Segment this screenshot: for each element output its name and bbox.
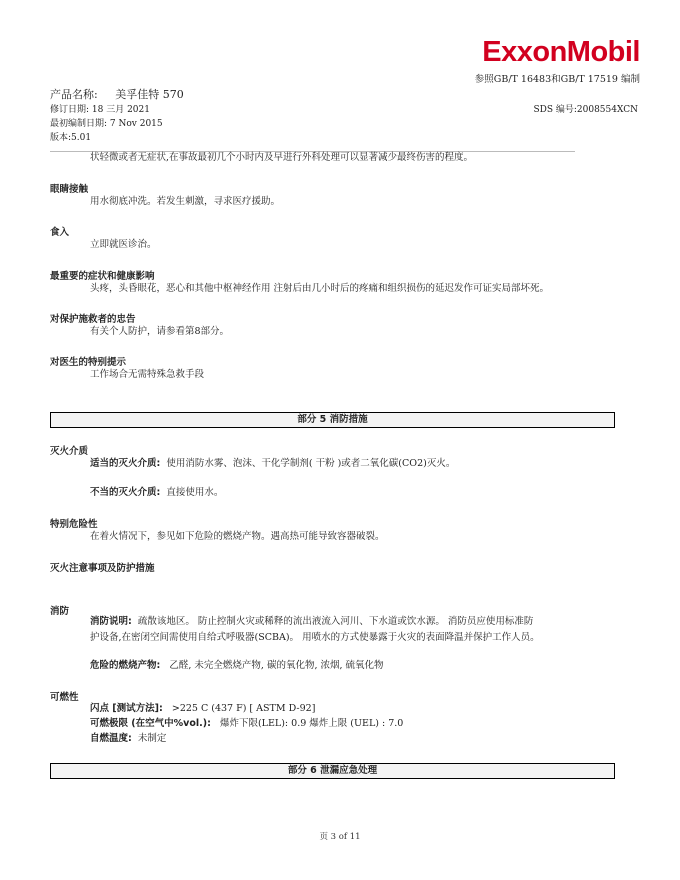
combustion-products-label: 危险的燃烧产物: [90, 660, 161, 671]
firefighting-precautions-heading: 灭火注意事项及防护措施 [50, 563, 155, 574]
suitable-media-line [90, 456, 635, 472]
symptoms-text: 头疼，头昏眼花，恶心和其他中枢神经作用 注射后由几小时后的疼痛和组织损伤的延迟发作可证实局部坏死。 [90, 283, 550, 294]
unsuitable-media-text: 直接使用水。 [166, 487, 224, 498]
version: 版本:5.01 [50, 133, 92, 143]
extinguishing-media-heading: 灭火介质 [50, 446, 89, 457]
product-name-label: 产品名称: [50, 88, 98, 101]
rescuer-text: 有关个人防护，请参看第8部分。 [90, 326, 230, 337]
eye-contact-heading: 眼睛接触 [50, 184, 89, 195]
revision-date: 修订日期: 18 三月 2021 [50, 105, 150, 115]
ingestion-text: 立即就医诊治。 [90, 239, 157, 250]
standard-reference: 参照GB/T 16483和GB/T 17519 编制 [474, 74, 640, 85]
flammable-limits-value: 爆炸下限(LEL): 0.9 爆炸上限 (UEL) : 7.0 [219, 718, 404, 729]
flash-point-line [90, 701, 635, 717]
section-6-header: 部分 6 泄漏应急处理 [50, 763, 615, 779]
combustion-products-line [90, 658, 635, 674]
continued-paragraph: 状轻微或者无症状,在事故最初几个小时内及早进行外科处理可以显著减少最终伤害的程度。 [90, 152, 474, 163]
first-compiled-date: 最初编制日期: 7 Nov 2015 [50, 119, 163, 129]
product-name-line [50, 86, 184, 102]
flammability-heading: 可燃性 [50, 692, 79, 703]
ingestion-heading: 食入 [50, 227, 70, 238]
firefighting-heading: 消防 [50, 606, 70, 617]
page-number: 页 3 of 11 [319, 832, 361, 842]
firefighting-text-1: 疏散该地区。 防止控制火灾或稀释的流出液流入河川、下水道或饮水源。 消防员应使用标准防 [137, 616, 534, 627]
unsuitable-media-label: 不当的灭火介质: [90, 487, 161, 498]
autoignition-value: 未制定 [137, 733, 167, 744]
suitable-media-label: 适当的灭火介质: [90, 458, 161, 469]
suitable-media-text: 使用消防水雾、泡沫、干化学制剂( 干粉 )或者二氧化碳(CO2)灭火。 [166, 458, 456, 469]
flammable-limits-line [90, 716, 635, 732]
special-hazard-heading: 特别危险性 [50, 519, 98, 530]
section-5-header: 部分 5 消防措施 [50, 412, 615, 428]
autoignition-label: 自燃温度: [90, 733, 132, 744]
unsuitable-media-line [90, 485, 635, 501]
symptoms-heading: 最重要的症状和健康影响 [50, 271, 155, 282]
product-name: 美孚佳特 570 [115, 88, 184, 101]
firefighting-text-2: 护设备,在密闭空间需使用自给式呼吸器(SCBA)。 用喷水的方式使暴露于火灾的表面降温并保护工作人员。 [90, 632, 540, 643]
autoignition-line [90, 731, 635, 747]
flammable-limits-label: 可燃极限 (在空气中%vol.): [90, 718, 211, 729]
flash-point-value: >225 C (437 F) [ ASTM D-92] [171, 703, 316, 714]
sds-number: SDS 编号:2008554XCN [533, 105, 638, 115]
eye-contact-text: 用水彻底冲洗。若发生刺激，寻求医疗援助。 [90, 196, 281, 207]
special-hazard-text: 在着火情况下，参见如下危险的燃烧产物。遇高热可能导致容器破裂。 [90, 531, 385, 542]
rescuer-heading: 对保护施救者的忠告 [50, 314, 136, 325]
firefighting-instructions [90, 614, 635, 646]
doctor-heading: 对医生的特别提示 [50, 357, 127, 368]
doctor-text: 工作场合无需特殊急救手段 [90, 369, 205, 380]
flash-point-label: 闪点 [测试方法]: [90, 703, 163, 714]
firefighting-label: 消防说明: [90, 616, 132, 627]
exxonmobil-logo: ExxonMobil [482, 36, 640, 68]
combustion-products-text: 乙醛, 未完全燃烧产物, 碳的氧化物, 浓烟, 硫氧化物 [169, 660, 384, 671]
